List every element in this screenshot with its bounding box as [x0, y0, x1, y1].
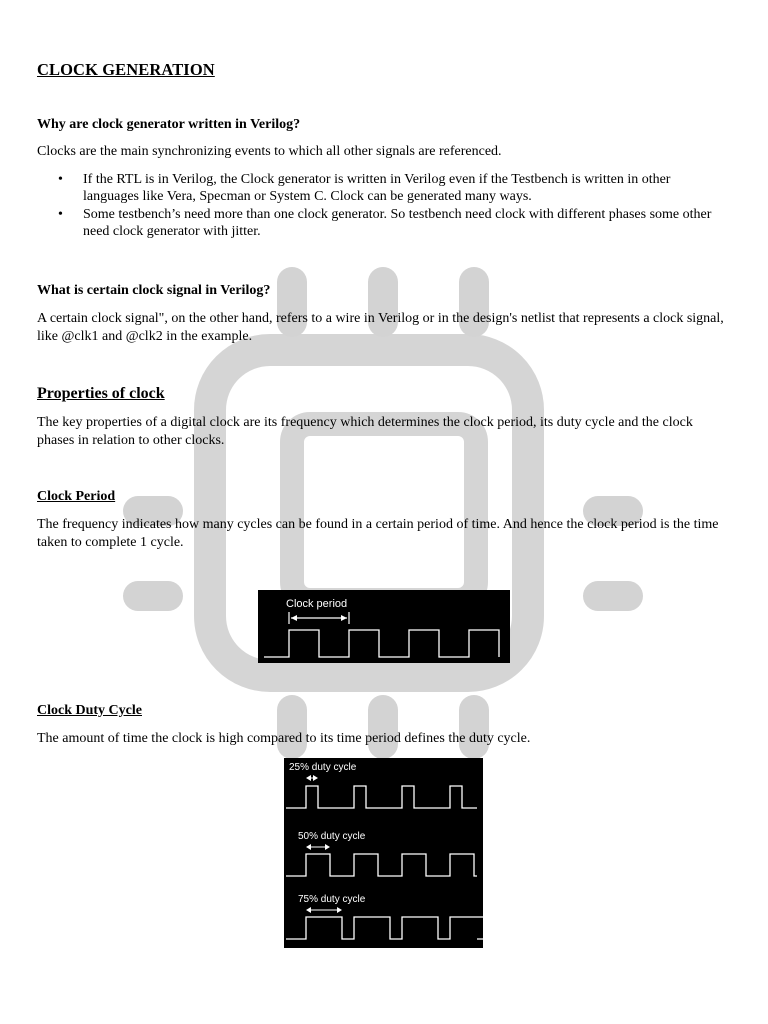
- duty-cycle-label-75: 75% duty cycle: [298, 894, 366, 905]
- duty-waveform-50: [286, 854, 477, 876]
- arrow-right-icon: [337, 907, 342, 913]
- list-item: • If the RTL is in Verilog, the Clock generator is written in Verilog even if the Testbench is written in other languages like Vera, Specman or System C. Clock can be generated many ways.: [58, 172, 671, 204]
- duty-cycle-heading: Clock Duty Cycle: [37, 703, 142, 718]
- arrow-left-icon: [306, 844, 311, 850]
- bullet-list: [55, 171, 715, 241]
- arrow-left-icon: [306, 775, 311, 781]
- arrow-right-icon: [341, 615, 347, 621]
- clock-period-paragraph: The frequency indicates how many cycles can be found in a certain period of time. And hence the clock period is the time taken to complete 1 cycle.: [37, 517, 719, 550]
- duty-cycle-label-25: 25% duty cycle: [289, 762, 357, 773]
- duty-waveform-25: [286, 786, 477, 808]
- clock-waveform: [264, 630, 499, 657]
- list-item: • Some testbench’s need more than one clock generator. So testbench need clock with different phases some other need clock generator with jitter.: [58, 207, 712, 239]
- bullet-icon: •: [58, 207, 63, 222]
- clock-period-label: Clock period: [286, 598, 348, 610]
- intro-paragraph: Clocks are the main synchronizing events to which all other signals are referenced.: [37, 144, 502, 159]
- bullet-icon: •: [58, 172, 63, 187]
- duty-cycle-figure: [284, 758, 483, 948]
- properties-heading: Properties of clock: [37, 385, 165, 402]
- duty-waveform-75: [286, 917, 483, 939]
- question-heading-certain-clock: What is certain clock signal in Verilog?: [37, 283, 271, 298]
- properties-paragraph: The key properties of a digital clock are its frequency which determines the clock period, its duty cycle and the clock phases in relation to other clocks.: [37, 415, 693, 448]
- arrow-right-icon: [325, 844, 330, 850]
- certain-clock-paragraph: A certain clock signal", on the other hand, refers to a wire in Verilog or in the design's netlist that represents a clock signal, like @clk1 and @clk2 in the example.: [37, 311, 724, 344]
- clock-period-heading: Clock Period: [37, 489, 116, 504]
- page-title: CLOCK GENERATION: [37, 60, 215, 79]
- duty-cycle-label-50: 50% duty cycle: [298, 831, 366, 842]
- question-heading-clock-generator: Why are clock generator written in Verilog?: [37, 117, 301, 132]
- duty-cycle-paragraph: The amount of time the clock is high compared to its time period defines the duty cycle.: [37, 731, 531, 746]
- clock-period-figure: [258, 590, 510, 663]
- arrow-left-icon: [306, 907, 311, 913]
- arrow-right-icon: [313, 775, 318, 781]
- clock-period-arrow: [289, 612, 349, 624]
- arrow-left-icon: [291, 615, 297, 621]
